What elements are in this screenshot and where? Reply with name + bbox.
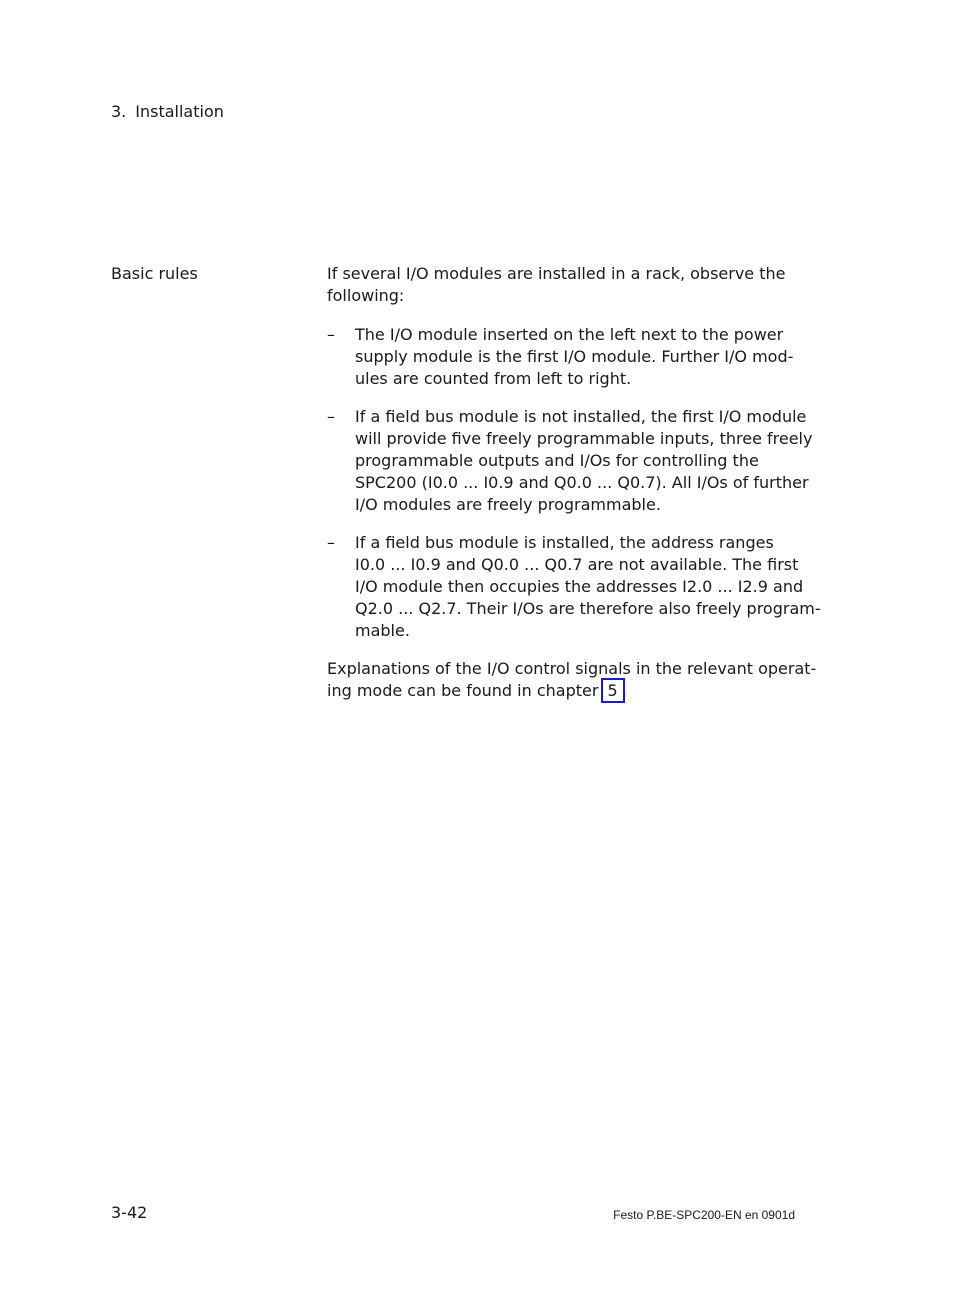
intro-line: If several I/O modules are installed in a rack, observe the <box>327 264 786 283</box>
bullet-line: programmable outputs and I/Os for controlling the <box>355 451 759 470</box>
bullet-line: I/O module then occupies the addresses I2.0 ... I2.9 and <box>355 577 804 596</box>
bullet-line: I0.0 ... I0.9 and Q0.0 ... Q0.7 are not available. The first <box>355 555 799 574</box>
bullet-line: I/O modules are freely programmable. <box>355 495 661 514</box>
intro-paragraph <box>327 263 786 307</box>
bullet-dash: – <box>327 407 335 426</box>
bullet-line: mable. <box>355 621 410 640</box>
bullet-dash: – <box>327 533 335 552</box>
bullet-line: Q2.0 ... Q2.7. Their I/Os are therefore also freely program- <box>355 599 821 618</box>
bullet-line: will provide five freely programmable inputs, three freely <box>355 429 813 448</box>
bullet-line: supply module is the first I/O module. Further I/O mod- <box>355 347 794 366</box>
intro-line: following: <box>327 286 405 305</box>
bullet-line: If a field bus module is not installed, the first I/O module <box>355 407 807 426</box>
closing-suffix: . <box>621 681 627 700</box>
page-number: 3-42 <box>111 1203 148 1222</box>
bullet-dash: – <box>327 325 335 344</box>
chapter-heading <box>111 101 224 123</box>
closing-line: Explanations of the I/O control signals in the relevant operat- <box>327 659 817 678</box>
closing-line <box>327 680 816 702</box>
chapter-title: Installation <box>135 102 224 121</box>
bullet-line: The I/O module inserted on the left next to the power <box>355 325 784 344</box>
document-reference: Festo P.BE-SPC200-EN en 0901d <box>613 1208 795 1222</box>
chapter-number: 3. <box>111 102 127 121</box>
bullet-line: SPC200 (I0.0 ... I0.9 and Q0.0 ... Q0.7). All I/Os of further <box>355 473 809 492</box>
bullet-line: If a field bus module is installed, the address ranges <box>355 533 774 552</box>
bullet-line: ules are counted from left to right. <box>355 369 632 388</box>
section-label: Basic rules <box>111 264 198 283</box>
chapter-reference-link[interactable]: 5 <box>604 681 622 700</box>
closing-paragraph <box>327 658 816 702</box>
closing-prefix: ing mode can be found in chapter <box>327 681 599 700</box>
